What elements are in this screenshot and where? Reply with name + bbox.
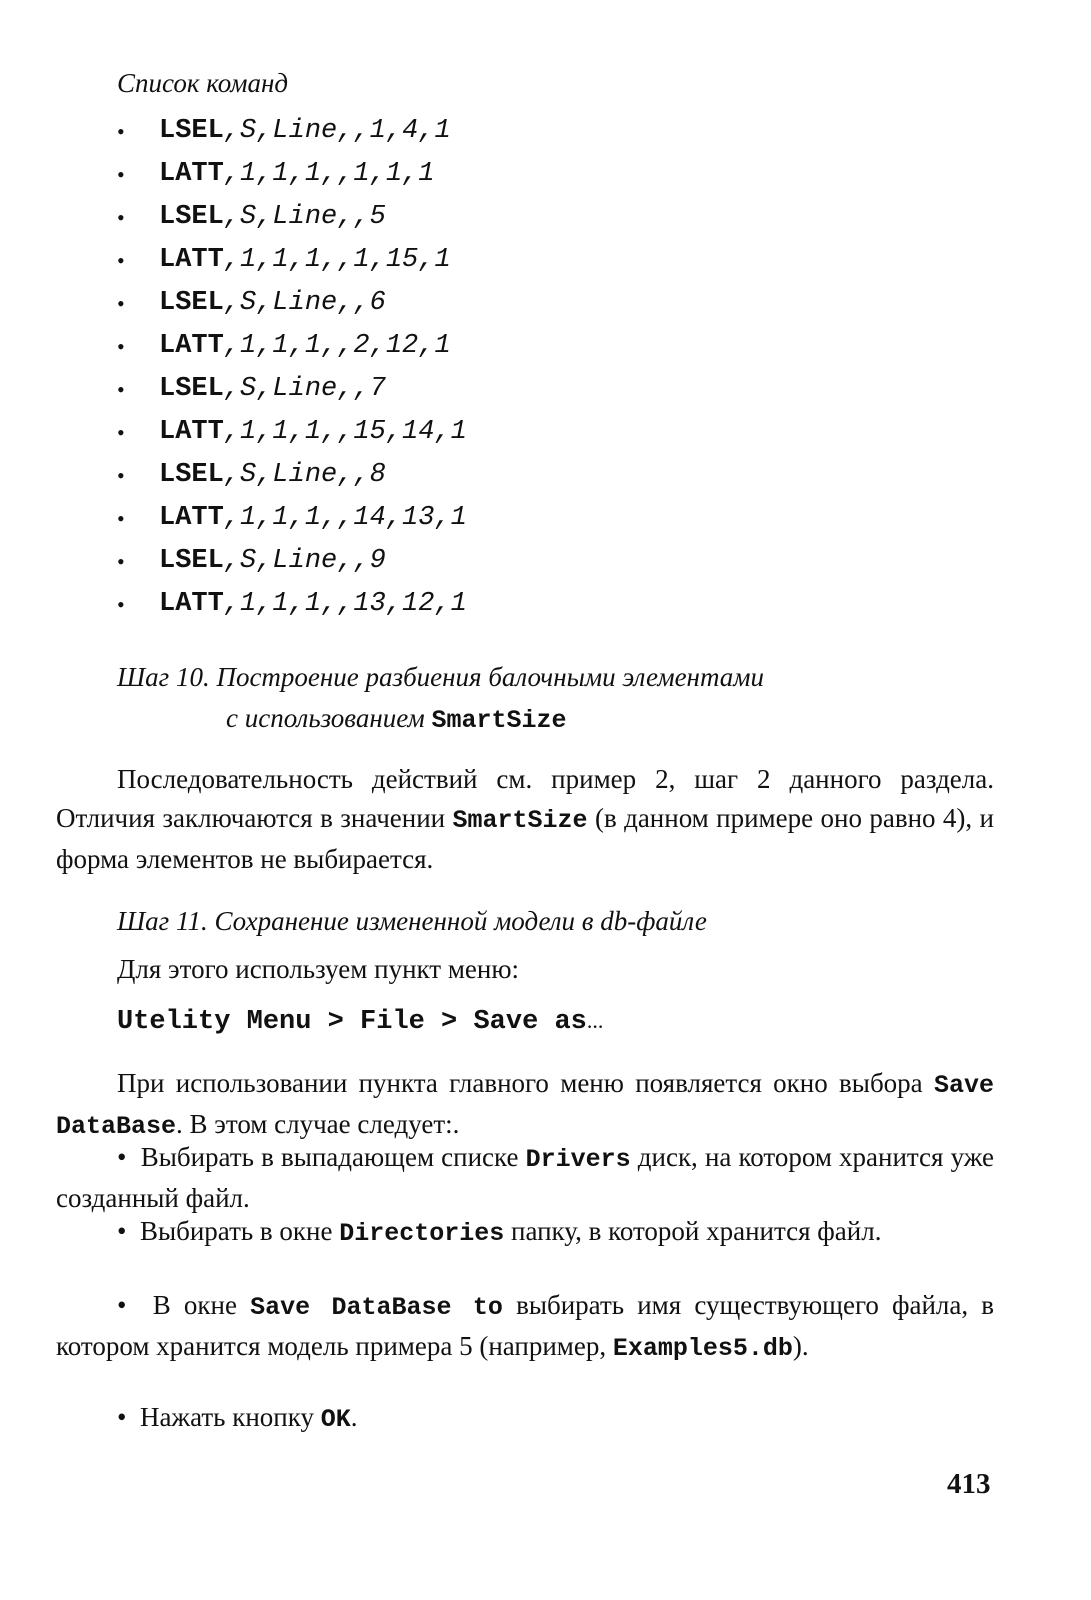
command-name: LSEL bbox=[159, 202, 224, 232]
paragraph-save-database bbox=[56, 1064, 994, 1146]
command-args: ,S,Line,,7 bbox=[223, 374, 386, 404]
command-name: LSEL bbox=[159, 374, 224, 404]
bullet-save-database-to: • В окне Save DataBase to выбирать имя существующего файла, в котором хранится модель примера 5 (например, Examples5.db). bbox=[56, 1290, 995, 1363]
bullet-dot: • bbox=[117, 162, 125, 187]
inline-code: Drivers bbox=[525, 1145, 631, 1174]
inline-code: Save DataBase to bbox=[250, 1293, 503, 1322]
bullet-text: ). bbox=[792, 1331, 809, 1361]
command-item bbox=[117, 497, 467, 540]
command-args: ,1,1,1,,1,15,1 bbox=[223, 245, 451, 275]
bullet-text: выбирать имя существующего файла, в котором хранится модель примера 5 (например, bbox=[56, 1290, 995, 1361]
command-item bbox=[117, 583, 467, 626]
bullet-text: диск, на котором хранится уже созданный файл. bbox=[56, 1142, 995, 1213]
commands-title: Список команд bbox=[117, 68, 289, 98]
inline-code: SmartSize bbox=[452, 806, 588, 835]
paragraph-text: При использовании пункта главного меню появляется окно выбора bbox=[117, 1068, 934, 1098]
inline-code: Save DataBase bbox=[56, 1071, 994, 1141]
paragraph-smartsize bbox=[56, 760, 994, 879]
menu-path bbox=[117, 1004, 603, 1037]
inline-code: Examples5.db bbox=[612, 1334, 793, 1363]
bullet-dot: • bbox=[117, 334, 125, 359]
command-name: LATT bbox=[159, 245, 224, 275]
bullet-dot: • bbox=[117, 506, 125, 531]
bullet-dot: • bbox=[117, 463, 125, 488]
command-item bbox=[117, 282, 467, 325]
page-number: 413 bbox=[947, 1468, 991, 1500]
bullet-text: Выбирать в окне bbox=[139, 1216, 340, 1246]
bullet-dot: • bbox=[117, 420, 125, 445]
paragraph-text: (в данном примере оно равно 4), и форма элементов не выбирается. bbox=[56, 803, 994, 874]
menu-intro: Для этого используем пункт меню: bbox=[117, 954, 520, 984]
step-10-heading-line-1: Шаг 10. Построение разбиения балочными элементами bbox=[117, 662, 765, 692]
command-item bbox=[117, 239, 467, 282]
bullet-text: Нажать кнопку bbox=[139, 1402, 321, 1432]
command-args: ,1,1,1,,1,1,1 bbox=[223, 159, 435, 189]
bullet-directories: • Выбирать в окне Directories папку, в которой хранится файл. bbox=[117, 1216, 882, 1248]
bullet-dot: • bbox=[117, 549, 125, 574]
bullet-ok: • Нажать кнопку OK. bbox=[117, 1402, 358, 1434]
command-args: ,S,Line,,5 bbox=[223, 202, 386, 232]
bullet-drivers: • Выбирать в выпадающем списке Drivers диск, на котором хранится уже созданный файл. bbox=[56, 1142, 995, 1213]
command-list bbox=[117, 110, 467, 626]
command-item bbox=[117, 110, 467, 153]
command-args: ,1,1,1,,15,14,1 bbox=[223, 417, 467, 447]
bullet-dot: • bbox=[117, 248, 125, 273]
command-item bbox=[117, 540, 467, 583]
command-item bbox=[117, 153, 467, 196]
step-11-heading: Шаг 11. Сохранение измененной модели в db-файле bbox=[117, 906, 707, 936]
bullet-text: . bbox=[350, 1402, 358, 1432]
bullet-text: Выбирать в выпадающем списке bbox=[140, 1142, 526, 1172]
command-args: ,1,1,1,,14,13,1 bbox=[223, 503, 467, 533]
command-item bbox=[117, 196, 467, 239]
command-name: LATT bbox=[159, 159, 224, 189]
bullet-dot: • bbox=[117, 592, 125, 617]
paragraph-text: . В этом случае следует:. bbox=[176, 1109, 460, 1139]
command-args: ,S,Line,,1,4,1 bbox=[223, 116, 451, 146]
command-name: LSEL bbox=[159, 546, 224, 576]
command-name: LATT bbox=[159, 589, 224, 619]
command-name: LATT bbox=[159, 331, 224, 361]
command-name: LATT bbox=[159, 503, 224, 533]
command-item bbox=[117, 454, 467, 497]
command-item bbox=[117, 368, 467, 411]
bullet-dot: • bbox=[117, 205, 125, 230]
bullet-text: В окне bbox=[152, 1290, 251, 1320]
bullet-dot: • bbox=[117, 377, 125, 402]
inline-code: Directories bbox=[339, 1219, 505, 1248]
command-name: LSEL bbox=[159, 116, 224, 146]
command-name: LATT bbox=[159, 417, 224, 447]
menu-path-code: Utelity Menu > File > Save as bbox=[117, 1007, 587, 1037]
command-args: ,S,Line,,8 bbox=[223, 460, 386, 490]
bullet-dot: • bbox=[117, 291, 125, 316]
command-args: ,1,1,1,,2,12,1 bbox=[223, 331, 451, 361]
bullet-dot: • bbox=[117, 119, 125, 144]
command-item bbox=[117, 411, 467, 454]
command-args: ,1,1,1,,13,12,1 bbox=[223, 589, 467, 619]
step-10-heading-line-2 bbox=[226, 703, 567, 735]
command-args: ,S,Line,,6 bbox=[223, 288, 386, 318]
command-name: LSEL bbox=[159, 288, 224, 318]
menu-path-tail: ... bbox=[586, 1008, 604, 1033]
inline-code: OK bbox=[320, 1405, 351, 1434]
command-name: LSEL bbox=[159, 460, 224, 490]
bullet-text: папку, в которой хранится файл. bbox=[504, 1216, 882, 1246]
command-args: ,S,Line,,9 bbox=[223, 546, 386, 576]
command-item bbox=[117, 325, 467, 368]
step-10-heading-code: SmartSize bbox=[431, 706, 567, 735]
paragraph-text: Последовательность действий см. пример 2, шаг 2 данного раздела. Отличия заключаются в значении bbox=[56, 764, 994, 833]
step-10-heading-prefix: с использованием bbox=[226, 703, 432, 733]
